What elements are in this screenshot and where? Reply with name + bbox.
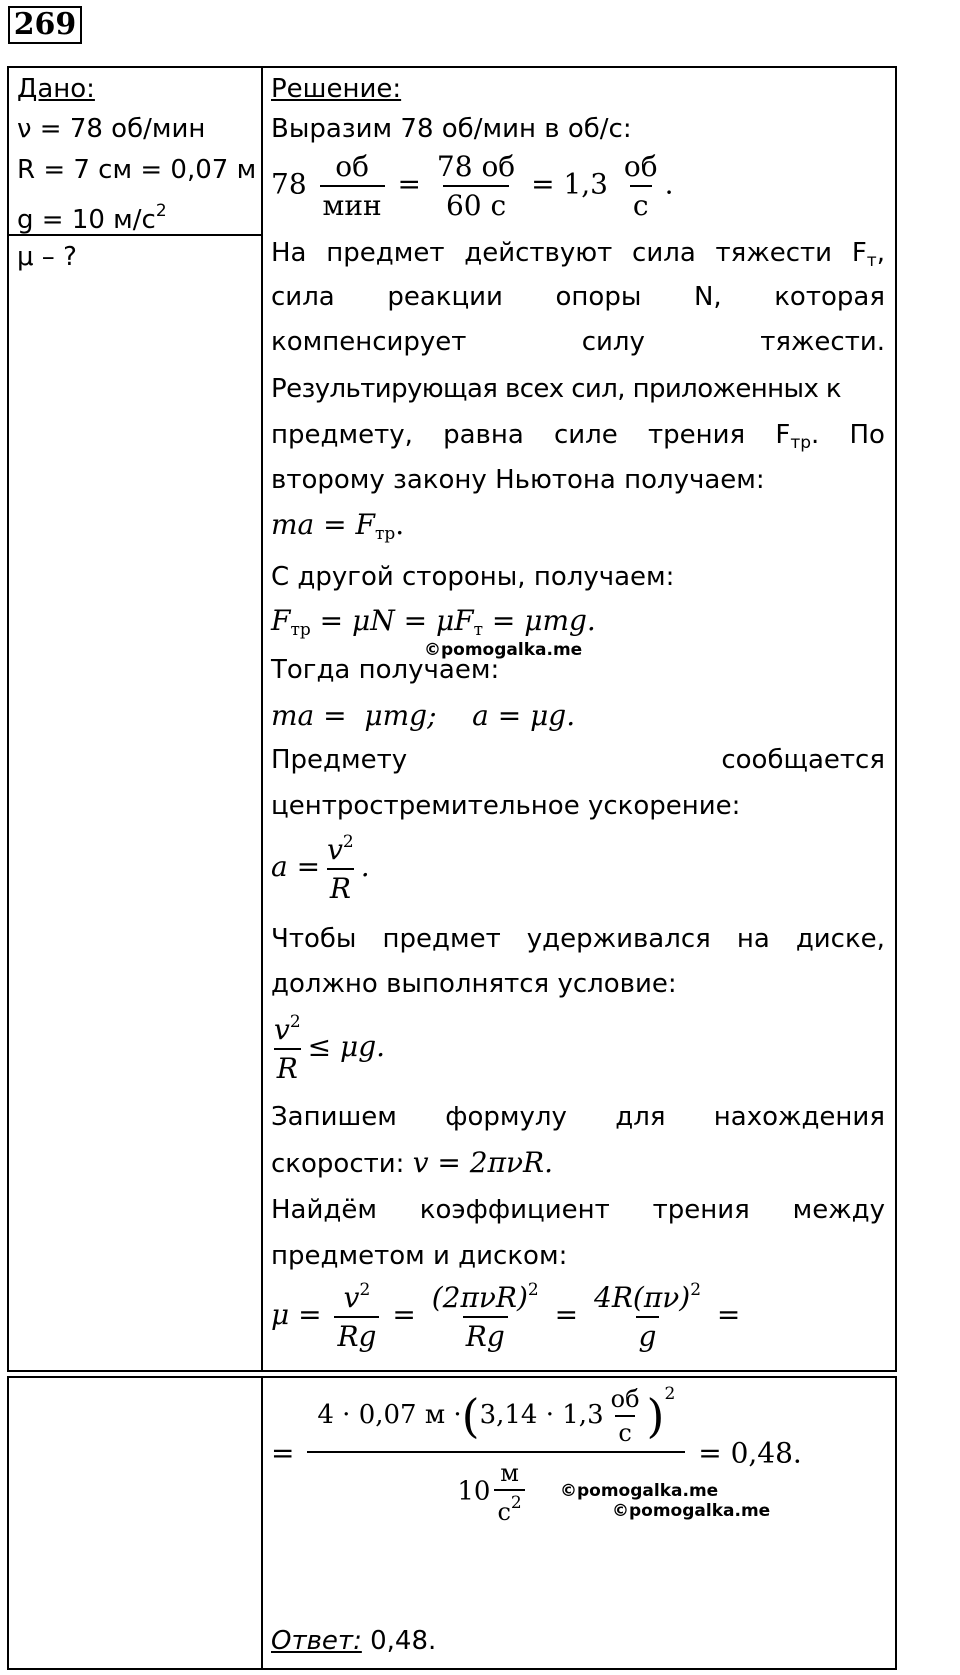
para1-line1: На предмет действуют сила тяжести $F_т$, bbox=[271, 238, 885, 271]
para3-line1: Предмету сообщается bbox=[271, 745, 885, 775]
other-side-text: С другой стороны, получаем: bbox=[271, 562, 675, 592]
equation-centripetal: a = $\frac{v^2}{R}$ . bbox=[271, 832, 370, 905]
para3-line2: центростремительное ускорение: bbox=[271, 791, 741, 821]
then-text: Тогда получаем: bbox=[271, 655, 500, 685]
para4-line2: должно выполнятся условие: bbox=[271, 969, 677, 999]
equation-friction: $F_{тр} = \mu N = \mu F_т = \mu mg$. bbox=[271, 604, 596, 640]
para2-line2: предмету, равна силе трения $F_{тр}$. По bbox=[271, 420, 885, 453]
continuation-left-cell bbox=[7, 1376, 263, 1670]
given-line-nu: ν = 78 об/мин bbox=[17, 114, 206, 144]
para6-line1: Найдём коэффициент трения между bbox=[271, 1195, 885, 1225]
watermark: ©pomogalka.me bbox=[424, 640, 583, 660]
answer: Ответ: 0,48. bbox=[271, 1626, 437, 1656]
problem-number: 269 bbox=[8, 6, 82, 44]
equation-ma: ma = $F_{тр}$. bbox=[271, 508, 405, 544]
equation-condition: $\frac{v^2}{R}$ ≤ μg. bbox=[274, 1012, 386, 1085]
given-line-r: R = 7 см = 0,07 м bbox=[17, 155, 257, 185]
conversion-equation: 78 $\frac{об}{\text{мин}}$ = $\frac{78 об}{60 с}$ = 1,3 $\frac{об}{с}$ . bbox=[271, 150, 674, 222]
para1-line3: компенсирует силу тяжести. bbox=[271, 327, 885, 357]
para5-line1: Запишем формулу для нахождения bbox=[271, 1102, 885, 1132]
equation-ma-mumg: ma = μmg; a = μg. bbox=[271, 699, 576, 732]
given-heading: Дано: bbox=[17, 74, 95, 104]
final-calculation: = 4 · 0,07 м ·(3,14 · 1,3 $\frac{об}{с}$ )$^2$ 10 $\frac{м}{с^2}$ = 0,48. bbox=[271, 1384, 802, 1526]
para1-line2: сила реакции опоры N, которая bbox=[271, 282, 885, 312]
find-cell bbox=[7, 234, 263, 1372]
para5-line2: скорости: v = 2πνR. bbox=[271, 1146, 553, 1179]
para4-line1: Чтобы предмет удерживался на диске, bbox=[271, 924, 885, 954]
para2-line3: второму закону Ньютона получаем: bbox=[271, 465, 765, 495]
para6-line2: предметом и диском: bbox=[271, 1241, 568, 1271]
equation-mu: μ = $\frac{v^2}{Rg}$ = $\frac{(2\pi\nu R)^2}{Rg}$ = $\frac{4R(\pi\nu)^2}{g}$ = bbox=[271, 1280, 741, 1353]
watermark: ©pomogalka.me bbox=[560, 1481, 719, 1501]
solution-heading: Решение: bbox=[271, 74, 402, 104]
para2-line1: Результирующая всех сил, приложенных к bbox=[271, 374, 842, 404]
find-mu: μ – ? bbox=[17, 242, 77, 272]
given-line-g: g = 10 $м/с^2$ bbox=[17, 201, 167, 235]
convert-text: Выразим 78 об/мин в об/с: bbox=[271, 114, 632, 144]
watermark: ©pomogalka.me bbox=[612, 1501, 771, 1521]
